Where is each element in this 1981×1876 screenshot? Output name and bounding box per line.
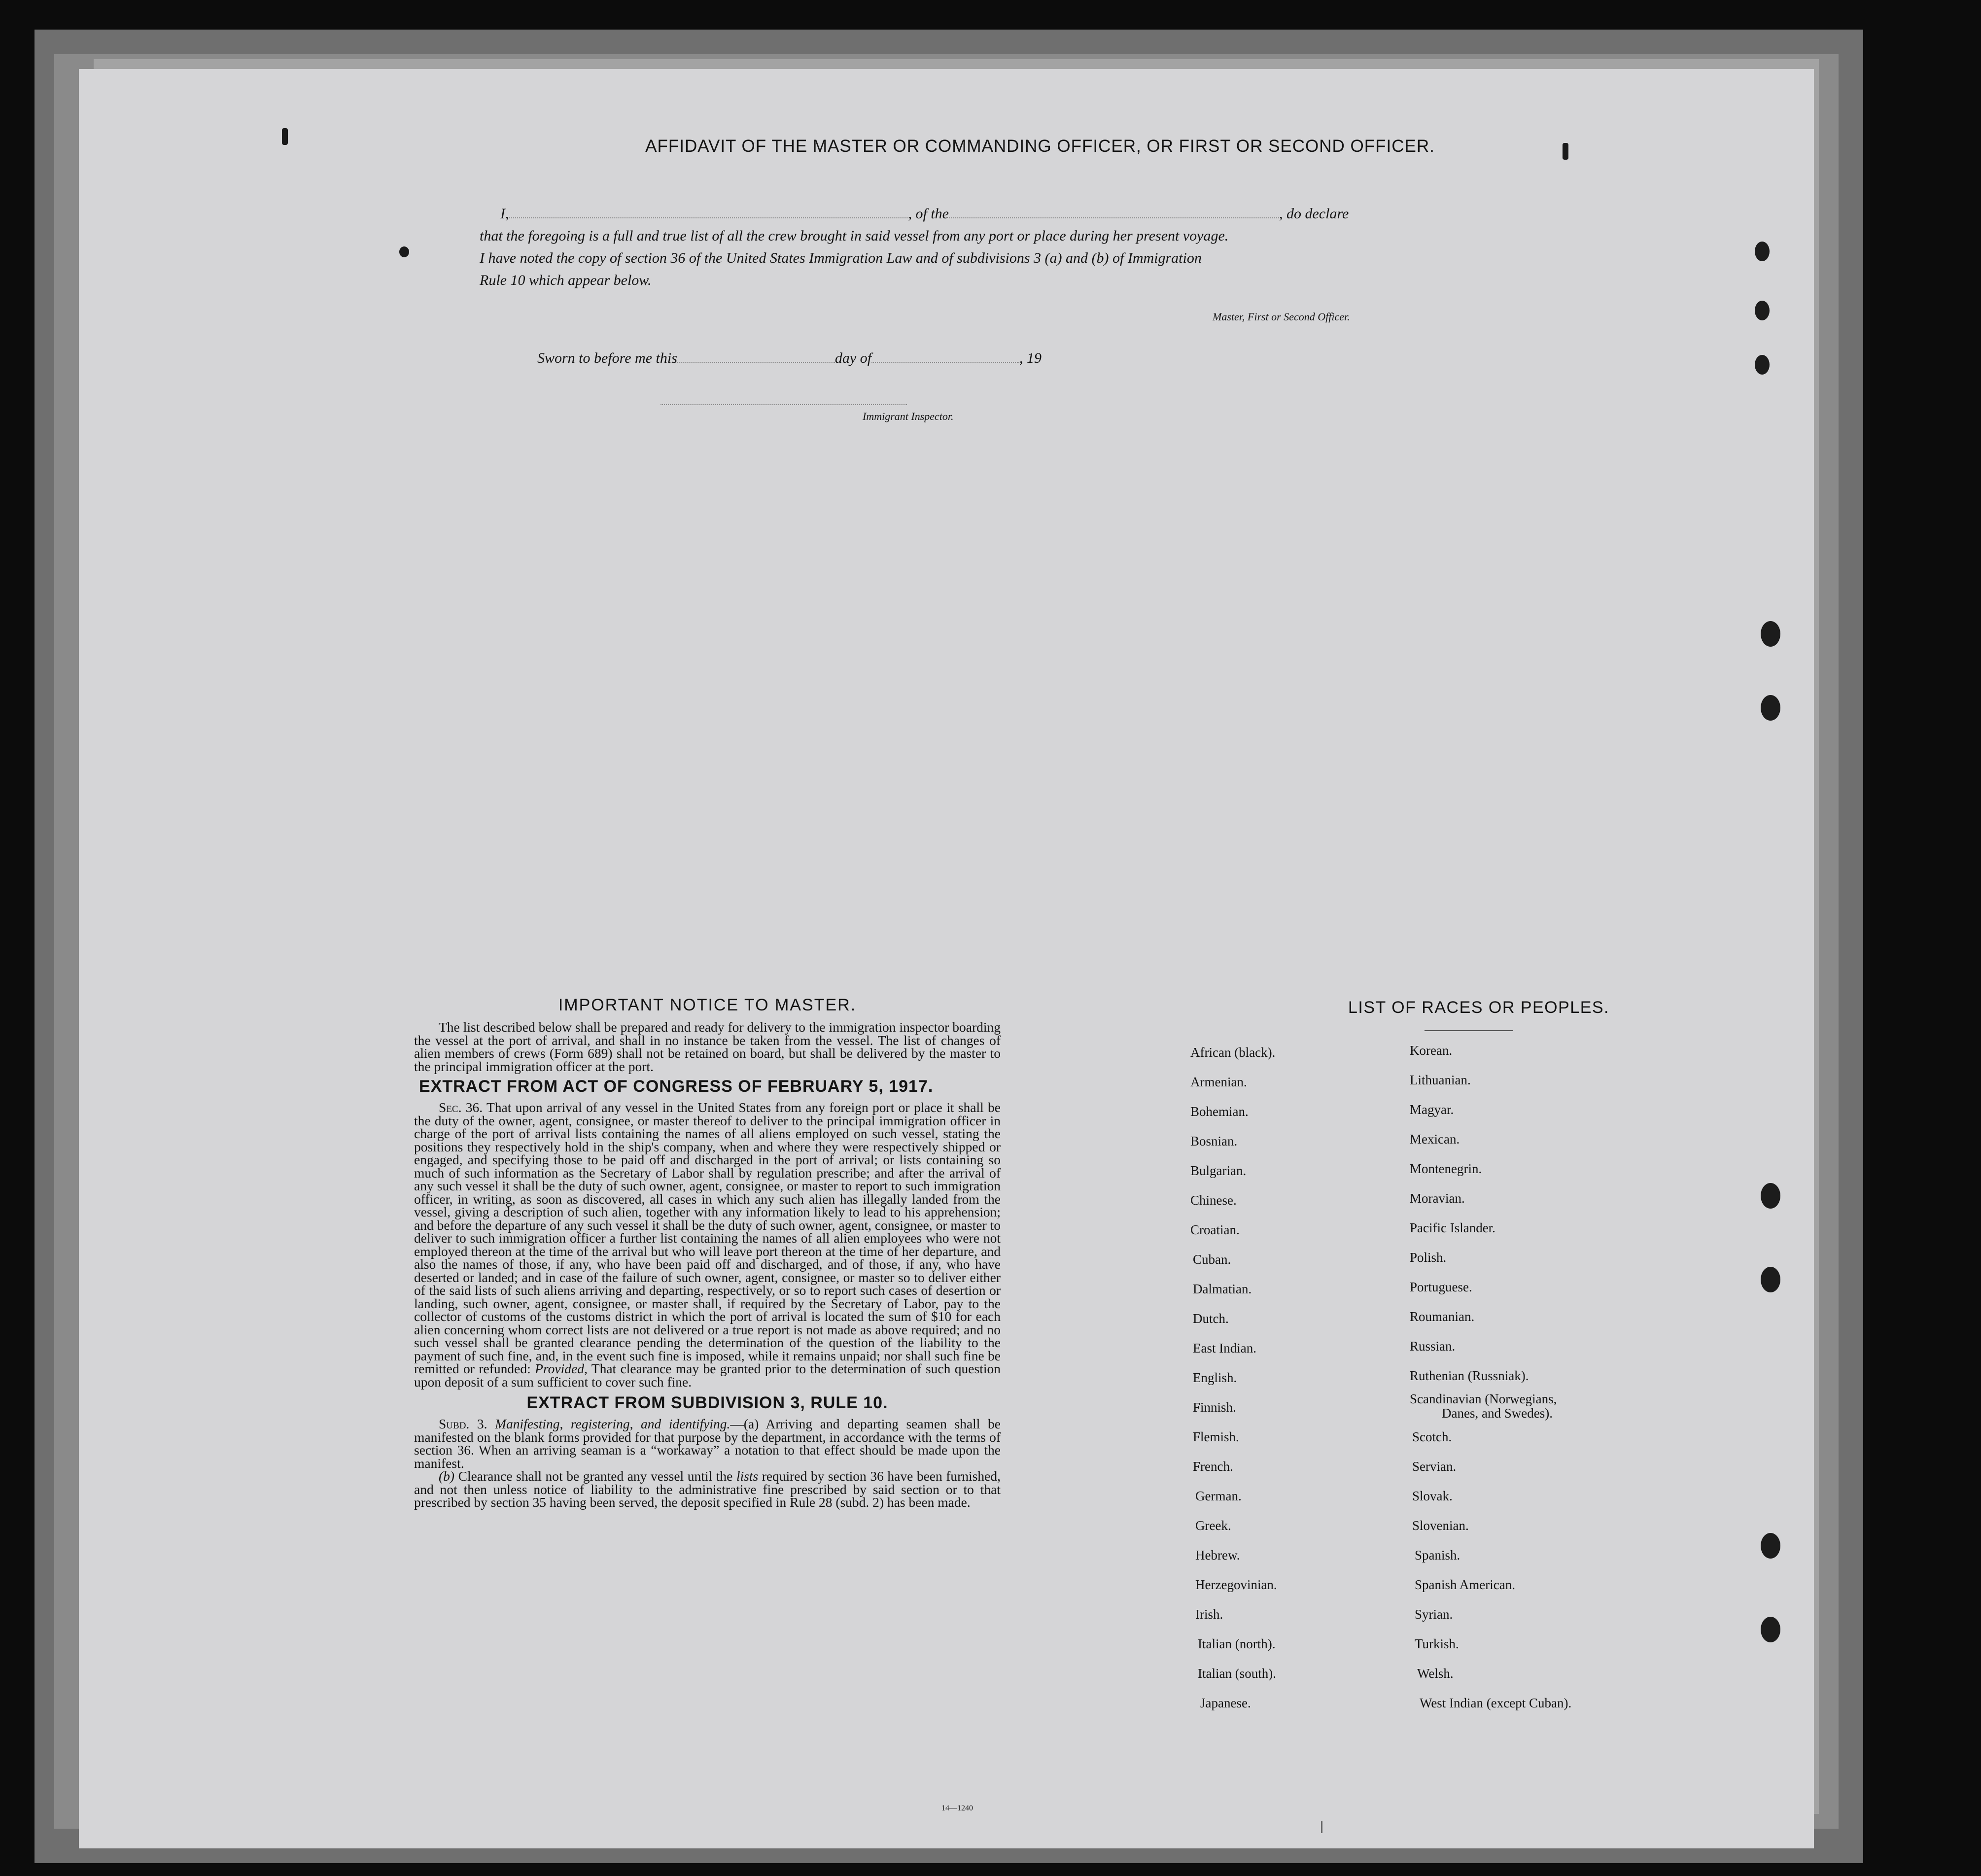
race-right: Slovenian. (1412, 1518, 1469, 1533)
vessel-blank[interactable] (949, 217, 1279, 218)
race-left: German. (1195, 1489, 1242, 1503)
day-blank[interactable] (677, 362, 835, 363)
section-36-text (414, 1101, 1001, 1389)
punch-hole (1761, 1617, 1780, 1642)
extract-rule-title: EXTRACT FROM SUBDIVISION 3, RULE 10. (526, 1393, 888, 1412)
scan-speck (282, 128, 288, 145)
race-right: Syrian. (1415, 1607, 1453, 1622)
notice-column (414, 996, 1001, 1509)
race-left: Croatian. (1190, 1222, 1240, 1237)
races-title-rule (1425, 1030, 1513, 1031)
race-left: Greek. (1195, 1518, 1231, 1533)
race-left: Hebrew. (1195, 1548, 1240, 1563)
race-right: Polish. (1410, 1250, 1447, 1265)
race-left: French. (1193, 1459, 1233, 1474)
race-left: Bosnian. (1190, 1134, 1238, 1148)
race-right: Scotch. (1412, 1429, 1452, 1444)
affidavit-line-2: that the foregoing is a full and true list of all the crew brought in said vessel from any port or place during her present voyage. (480, 228, 1229, 244)
section-36-body-1: That upon arrival of any vessel in the United States from any foreign port or place it shall be the duty of the owner, agent, consignee, or master thereof to deliver to the principal immigration officer in charge of the port of arrival lists containing the names of all aliens employed on such vessel, stating the positions they respectively hold in the ship's company, when and where they were respectively shipped or engaged, and specifying those to be paid off and discharged in the port of arrival; or lists containing so much of such information as the Secretary of Labor shall by regulation prescribe; and after the arrival of any such vessel it shall be the duty of such owner, agent, consignee, or master to report to such immigration officer, in writing, as soon as discovered, all cases in which any such alien has illegally landed from the vessel, giving a description of such alien, together with any information likely to lead to his apprehension; and before the departure of any such vessel it shall be the duty of such owner, agent, consignee, or master to deliver to such immigration officer a further list containing the names of all alien employees who were not employed thereon at the time of the arrival but who will leave port thereon at the time of her departure, and also the names of those, if any, who have been paid off and discharged, and of those, if any, who have deserted or landed; and in case of the failure of such owner, agent, consignee, or master so to deliver either of the said lists of such aliens arriving and departing, respectively, or so to report such cases of desertion or landing, such owner, agent, consignee, or master shall, if required by the Secretary of Labor, pay to the collector of customs of the customs district in which the port of arrival is located the sum of $10 for each alien concerning whom correct lists are not delivered or a true report is not made as above required; and no such vessel shall be granted clearance pending the determination of the question of the liability to the payment of such fine, and, in the event such fine is imposed, while it remains unpaid; nor shall such fine be remitted or refunded: (414, 1100, 1001, 1376)
subd-b-body-2: required by section 36 have been furnished, and not then unless notice of liability to the administrative fine prescribed by said section or to that prescribed by section 35 having been served, the deposit specified in Rule 28 (subd. 2) has been made. (414, 1468, 1001, 1510)
race-left: Finnish. (1193, 1400, 1236, 1415)
race-left: Cuban. (1193, 1252, 1231, 1267)
race-left: Flemish. (1193, 1429, 1239, 1444)
sworn-line (537, 350, 1042, 367)
month-blank[interactable] (871, 362, 1019, 363)
race-left: Dalmatian. (1193, 1282, 1252, 1296)
extract-act-title: EXTRACT FROM ACT OF CONGRESS OF FEBRUARY 5, 1917. (419, 1077, 934, 1096)
punch-hole (1761, 1183, 1780, 1209)
notice-title: IMPORTANT NOTICE TO MASTER. (558, 996, 857, 1014)
punch-hole (1761, 695, 1780, 721)
race-right: West Indian (except Cuban). (1420, 1696, 1572, 1710)
race-right: Montenegrin. (1410, 1161, 1482, 1176)
race-left: Herzegovinian. (1195, 1577, 1277, 1592)
race-right: Welsh. (1417, 1666, 1454, 1681)
section-label: Sec. 36. (439, 1100, 483, 1115)
scan-speck (399, 246, 409, 257)
race-right: Roumanian. (1410, 1309, 1475, 1324)
punch-hole (1755, 242, 1770, 261)
affidavit-line-3: I have noted the copy of section 36 of the United States Immigration Law and of subdivisions 3 (a) and (b) of Immigration (480, 250, 1202, 266)
race-right: Korean. (1410, 1043, 1453, 1058)
race-right: Scandinavian (Norwegians, (1410, 1391, 1557, 1406)
race-right-continuation: Danes, and Swedes). (1442, 1406, 1553, 1421)
sworn-text: Sworn to before me this (537, 350, 677, 366)
subd-b-label: (b) (439, 1468, 455, 1484)
race-left: Armenian. (1190, 1075, 1247, 1089)
race-right: Servian. (1412, 1459, 1457, 1474)
subd-heading: Manifesting, registering, and identifying. (495, 1416, 730, 1431)
scan-mark (1321, 1821, 1322, 1833)
race-right: Magyar. (1410, 1102, 1454, 1117)
signature-caption: Master, First or Second Officer. (1213, 311, 1350, 323)
race-right: Spanish American. (1415, 1577, 1515, 1592)
scan-speck (1563, 143, 1568, 160)
affidavit-line-1 (500, 206, 1349, 222)
affidavit-title: AFFIDAVIT OF THE MASTER OR COMMANDING OFFICER, OR FIRST OR SECOND OFFICER. (645, 137, 1435, 156)
subd-a-body: —(a) Arriving and departing seamen shall be manifested on the blank forms provided for that purpose by the department, in accordance with the terms of section 36. When an arriving seaman is a “workaway” a notation to that effect should be made upon the manifest. (414, 1416, 1001, 1471)
subdivision-a-text (414, 1418, 1001, 1470)
year-text: , 19 (1019, 350, 1042, 366)
race-left: Bohemian. (1190, 1104, 1249, 1119)
affidavit-line-4: Rule 10 which appear below. (480, 272, 652, 288)
race-left: Chinese. (1190, 1193, 1237, 1208)
lists-word: lists (736, 1468, 759, 1484)
section-36-body-2: That clearance may be granted prior to the determination of such question upon deposit of a sum sufficient to cover such fine. (414, 1361, 1001, 1390)
race-right: Spanish. (1415, 1548, 1460, 1563)
race-left: Irish. (1195, 1607, 1223, 1622)
race-left: Japanese. (1200, 1696, 1251, 1710)
punch-hole (1761, 621, 1780, 647)
race-left: Bulgarian. (1190, 1163, 1247, 1178)
notice-body: The list described below shall be prepared and ready for delivery to the immigration inspector boarding the vessel at the port of arrival, and shall in no instance be taken from the vessel. The list of changes of alien members of crews (Form 689) shall not be retained on board, but shall be delivered by the master to the principal immigration officer at the port. (414, 1019, 1001, 1074)
race-right: Ruthenian (Russniak). (1410, 1368, 1529, 1383)
race-left: African (black). (1190, 1045, 1276, 1060)
document-sheet (79, 69, 1814, 1848)
punch-hole (1755, 301, 1770, 320)
punch-hole (1761, 1533, 1780, 1559)
race-left: East Indian. (1193, 1341, 1256, 1355)
inspector-signature-line (660, 404, 907, 405)
race-right: Portuguese. (1410, 1280, 1472, 1294)
subd-b-body-1: Clearance shall not be granted any vessel until the (454, 1468, 736, 1484)
race-left: Italian (north). (1198, 1636, 1276, 1651)
race-right: Moravian. (1410, 1191, 1465, 1206)
race-left: Dutch. (1193, 1311, 1229, 1326)
race-right: Lithuanian. (1410, 1073, 1471, 1087)
affidavit-of-the: , of the (908, 206, 949, 222)
name-blank[interactable] (509, 217, 908, 218)
race-right: Pacific Islander. (1410, 1220, 1495, 1235)
subd-label: Subd. 3. (439, 1416, 487, 1431)
race-right: Mexican. (1410, 1132, 1460, 1146)
affidavit-declare: , do declare (1279, 206, 1349, 222)
inspector-caption: Immigrant Inspector. (863, 410, 954, 422)
race-right: Russian. (1410, 1339, 1456, 1354)
form-number: 14—1240 (941, 1804, 973, 1812)
race-left: Italian (south). (1198, 1666, 1276, 1681)
race-left: English. (1193, 1370, 1237, 1385)
punch-hole (1755, 355, 1770, 375)
day-of-text: day of (834, 350, 872, 366)
race-right: Turkish. (1415, 1636, 1459, 1651)
provided-word: Provided, (535, 1361, 588, 1376)
subdivision-b-text (414, 1470, 1001, 1509)
punch-hole (1761, 1267, 1780, 1292)
race-right: Slovak. (1412, 1489, 1453, 1503)
affidavit-i: I, (500, 206, 509, 222)
races-title: LIST OF RACES OR PEOPLES. (1348, 998, 1610, 1017)
